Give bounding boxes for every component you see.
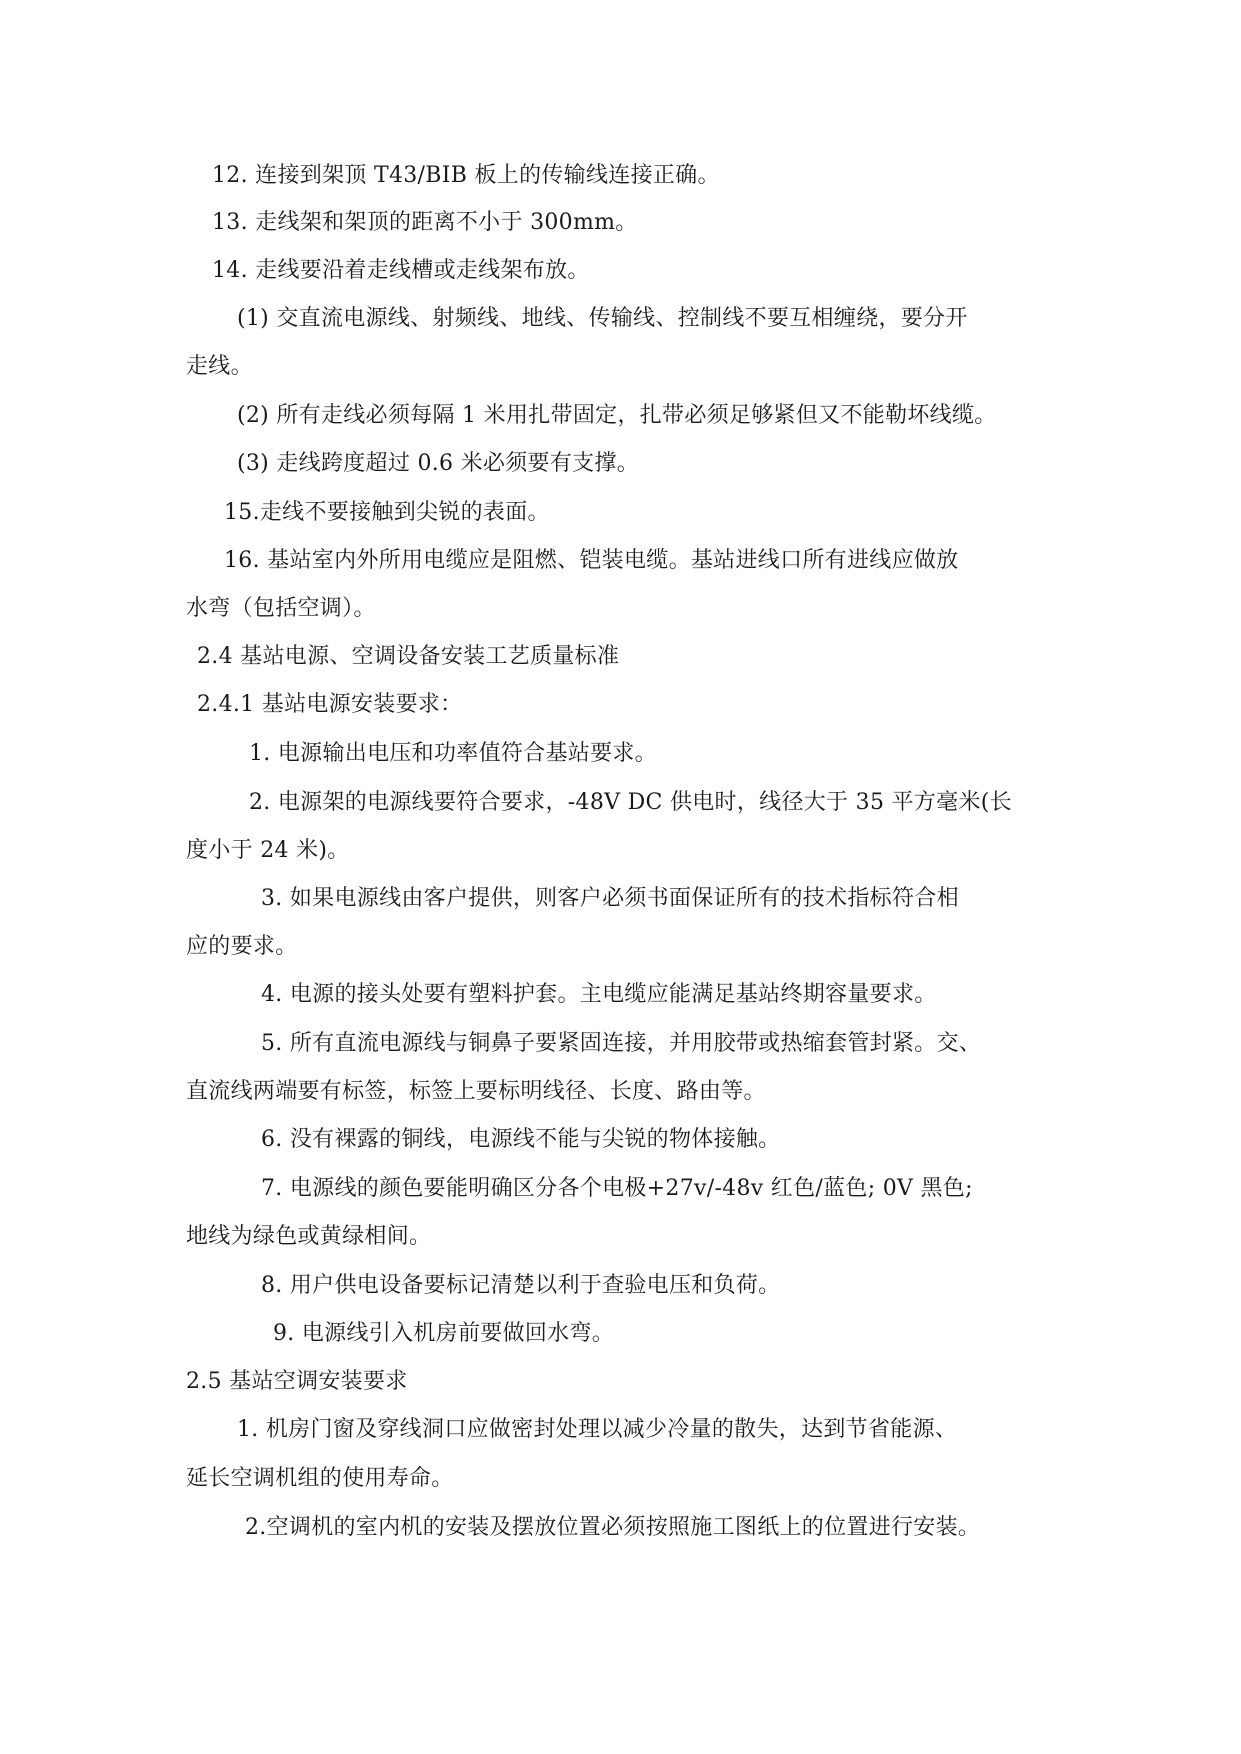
subsection-heading: 2.4.1 基站电源安装要求： [197, 692, 463, 717]
text-line: 延长空调机组的使用寿命。 [186, 1466, 454, 1491]
text-line: 15.走线不要接触到尖锐的表面。 [224, 500, 550, 525]
text-line: 14. 走线要沿着走线槽或走线架布放。 [212, 258, 590, 283]
section-heading: 2.5 基站空调安装要求 [186, 1369, 408, 1394]
text-line: 6. 没有裸露的铜线，电源线不能与尖锐的物体接触。 [261, 1127, 781, 1152]
text-line: 5. 所有直流电源线与铜鼻子要紧固连接，并用胶带或热缩套管封紧。交、 [261, 1031, 982, 1056]
text-line: 2. 电源架的电源线要符合要求，-48V DC 供电时，线径大于 35 平方毫米(长 [249, 790, 1012, 815]
text-line: 4. 电源的接头处要有塑料护套。主电缆应能满足基站终期容量要求。 [261, 982, 937, 1007]
text-line: (1) 交直流电源线、射频线、地线、传输线、控制线不要互相缠绕，要分开 [237, 306, 968, 331]
section-heading: 2.4 基站电源、空调设备安装工艺质量标准 [197, 644, 620, 669]
text-line: 12. 连接到架顶 T43/BIB 板上的传输线连接正确。 [212, 163, 720, 188]
text-line: 16. 基站室内外所用电缆应是阻燃、铠装电缆。基站进线口所有进线应做放 [224, 548, 959, 573]
text-line: 应的要求。 [186, 934, 298, 959]
text-line: (2) 所有走线必须每隔 1 米用扎带固定，扎带必须足够紧但又不能勒坏线缆。 [237, 403, 997, 428]
text-line: 走线。 [186, 354, 253, 379]
text-line: 地线为绿色或黄绿相间。 [186, 1224, 432, 1249]
text-line: 8. 用户供电设备要标记清楚以利于查验电压和负荷。 [261, 1273, 781, 1298]
text-line: 2.空调机的室内机的安装及摆放位置必须按照施工图纸上的位置进行安装。 [245, 1515, 981, 1540]
text-line: 1. 机房门窗及穿线洞口应做密封处理以减少冷量的散失，达到节省能源、 [237, 1417, 958, 1442]
text-line: 13. 走线架和架顶的距离不小于 300mm。 [212, 210, 638, 235]
text-line: (3) 走线跨度超过 0.6 米必须要有支撑。 [237, 451, 640, 476]
text-line: 度小于 24 米)。 [186, 838, 350, 863]
text-line: 9. 电源线引入机房前要做回水弯。 [273, 1321, 615, 1346]
text-line: 3. 如果电源线由客户提供，则客户必须书面保证所有的技术指标符合相 [261, 886, 959, 911]
text-line: 水弯（包括空调）。 [186, 596, 376, 621]
text-line: 1. 电源输出电压和功率值符合基站要求。 [249, 741, 657, 766]
text-line: 直流线两端要有标签，标签上要标明线径、长度、路由等。 [186, 1079, 766, 1104]
text-line: 7. 电源线的颜色要能明确区分各个电极+27v/-48v 红色/蓝色; 0V 黑色; [261, 1176, 973, 1201]
